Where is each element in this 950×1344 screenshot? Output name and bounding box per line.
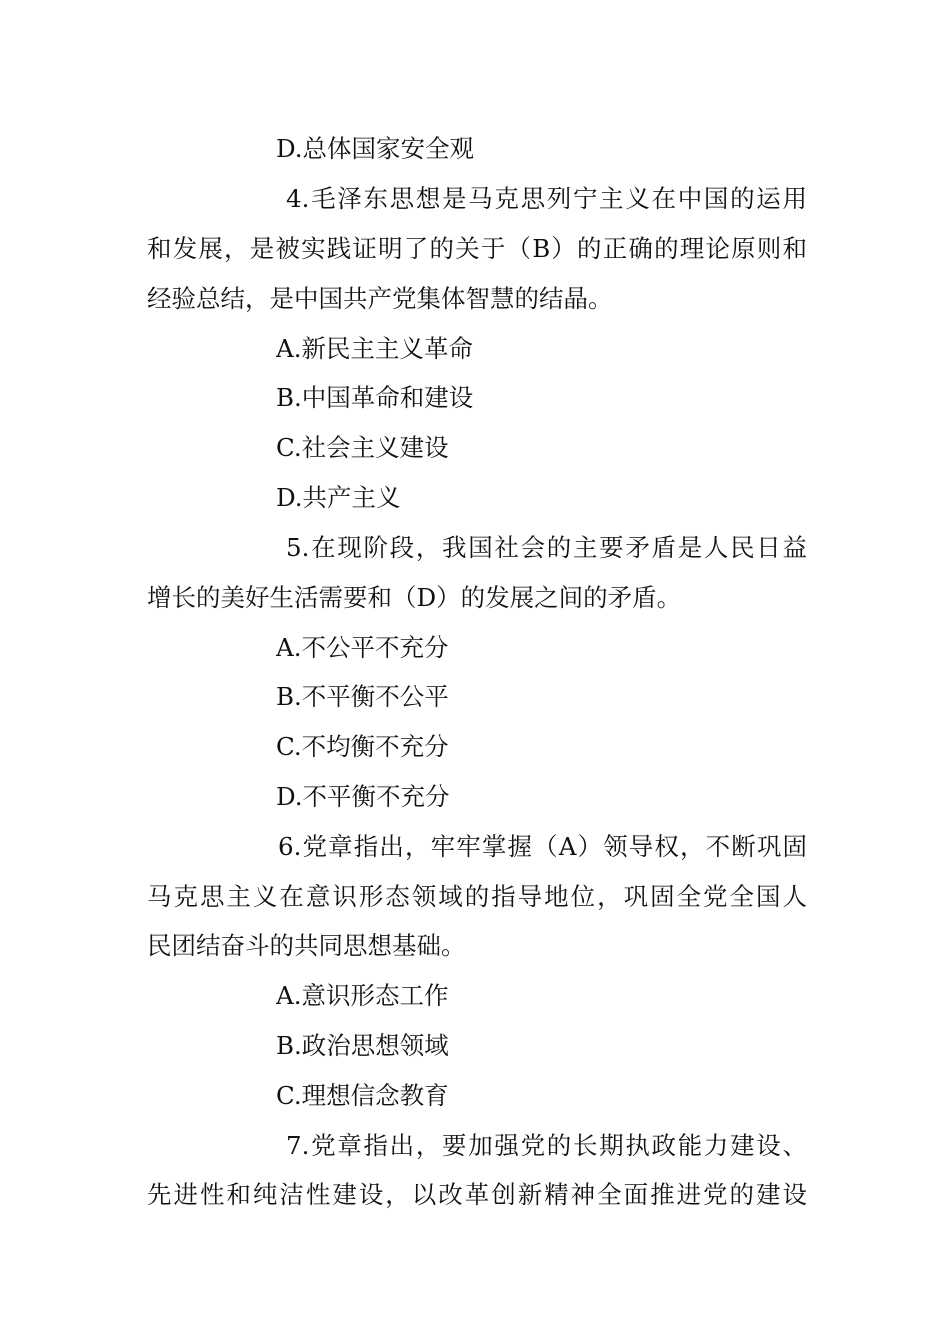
q5-question-line-2: 增长的美好生活需要和（D）的发展之间的矛盾。 [147,583,682,612]
q4-question-line-2: 和发展，是被实践证明了的关于（B）的正确的理论原则和 [147,234,807,263]
q6-option-c: C.理想信念教育 [276,1081,449,1110]
q4-option-b: B.中国革命和建设 [276,383,474,412]
q5-option-a: A.不公平不充分 [276,633,449,662]
q5-option-c: C.不均衡不充分 [276,732,449,761]
q4-option-c: C.社会主义建设 [276,433,449,462]
q6-question-line-2: 马克思主义在意识形态领域的指导地位，巩固全党全国人 [147,882,807,911]
q6-option-b: B.政治思想领域 [276,1031,449,1060]
q6-option-a: A.意识形态工作 [276,981,449,1010]
q4-option-d: D.共产主义 [276,483,401,512]
q3-option-d: D.总体国家安全观 [276,134,475,163]
q4-option-a: A.新民主主义革命 [276,334,473,363]
q6-question-line-1: 6.党章指出，牢牢掌握（A）领导权，不断巩固 [278,832,807,861]
q4-question-line-1: 4.毛泽东思想是马克思列宁主义在中国的运用 [286,184,807,213]
q4-question-line-3: 经验总结，是中国共产党集体智慧的结晶。 [147,284,613,313]
q6-question-line-3: 民团结奋斗的共同思想基础。 [147,931,466,960]
q5-option-b: B.不平衡不公平 [276,682,449,711]
q7-question-line-2: 先进性和纯洁性建设，以改革创新精神全面推进党的建设 [147,1180,807,1209]
q5-option-d: D.不平衡不充分 [276,782,450,811]
q5-question-line-1: 5.在现阶段，我国社会的主要矛盾是人民日益 [286,533,807,562]
q7-question-line-1: 7.党章指出，要加强党的长期执政能力建设、 [286,1131,807,1160]
